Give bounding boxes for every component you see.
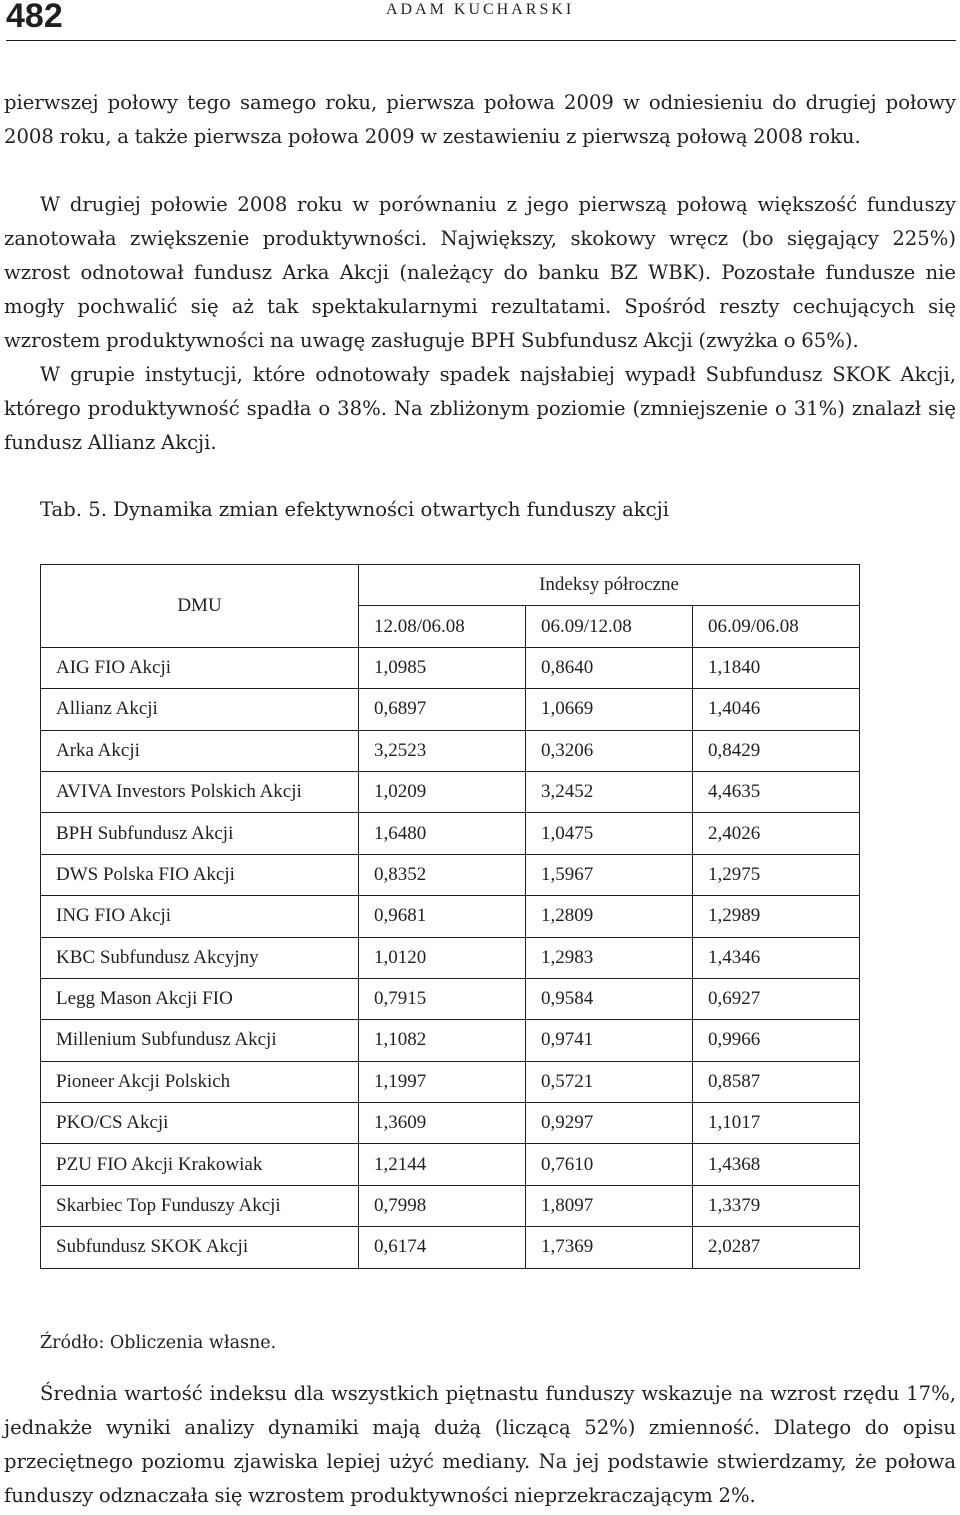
index-value-cell: 1,7369: [526, 1227, 693, 1268]
body-paragraph-2: W drugiej połowie 2008 roku w porównaniu z jego pierwszą połową większość funduszy zanotowała zwiększenie produktywności. Największy, skokowy wręcz (bo sięgający 225%) wzrost odnotował fundusz Arka Akcji (należący do banku BZ WBK). Pozostałe fundusze nie mogły pochwalić się aż tak spektakularnymi rezultatami. Spośród reszty cechujących się wzrostem produktywności na uwagę zasługuje BPH Subfundusz Akcji (zwyżka o 65%).: [4, 193, 956, 352]
index-value-cell: 1,6480: [359, 813, 526, 854]
table-caption: Tab. 5. Dynamika zmian efektywności otwartych funduszy akcji: [40, 498, 669, 521]
index-value-cell: 0,9966: [693, 1020, 860, 1061]
index-value-cell: 1,2983: [526, 937, 693, 978]
index-value-cell: 1,1017: [693, 1103, 860, 1144]
fund-name-cell: PKO/CS Akcji: [41, 1103, 359, 1144]
fund-name-cell: PZU FIO Akcji Krakowiak: [41, 1144, 359, 1185]
fund-name-cell: Arka Akcji: [41, 730, 359, 771]
table-row: [41, 689, 860, 730]
index-value-cell: 1,4368: [693, 1144, 860, 1185]
index-value-cell: 0,9297: [526, 1103, 693, 1144]
index-value-cell: 1,0669: [526, 689, 693, 730]
index-value-cell: 1,5967: [526, 854, 693, 895]
index-value-cell: 1,1082: [359, 1020, 526, 1061]
index-value-cell: 0,8640: [526, 647, 693, 688]
index-value-cell: 0,7998: [359, 1185, 526, 1226]
index-value-cell: 0,8429: [693, 730, 860, 771]
fund-name-cell: ING FIO Akcji: [41, 896, 359, 937]
fund-name-cell: AVIVA Investors Polskich Akcji: [41, 771, 359, 812]
dmu-header: DMU: [41, 565, 359, 648]
efficiency-dynamics-table: [40, 564, 860, 1269]
table-body: [41, 647, 860, 1268]
index-value-cell: 0,5721: [526, 1061, 693, 1102]
table-row: [41, 854, 860, 895]
table-row: [41, 1144, 860, 1185]
index-value-cell: 1,3379: [693, 1185, 860, 1226]
fund-name-cell: Legg Mason Akcji FIO: [41, 978, 359, 1019]
index-value-cell: 2,0287: [693, 1227, 860, 1268]
fund-name-cell: Skarbiec Top Funduszy Akcji: [41, 1185, 359, 1226]
index-value-cell: 4,4635: [693, 771, 860, 812]
running-head-author: ADAM KUCHARSKI: [386, 1, 575, 18]
column-header-3: 06.09/06.08: [693, 606, 860, 647]
index-value-cell: 0,8352: [359, 854, 526, 895]
index-value-cell: 1,4046: [693, 689, 860, 730]
table-row: [41, 896, 860, 937]
table-row: [41, 1103, 860, 1144]
index-value-cell: 1,4346: [693, 937, 860, 978]
fund-name-cell: Millenium Subfundusz Akcji: [41, 1020, 359, 1061]
index-value-cell: 1,8097: [526, 1185, 693, 1226]
table-row: [41, 937, 860, 978]
index-value-cell: 0,8587: [693, 1061, 860, 1102]
index-value-cell: 0,3206: [526, 730, 693, 771]
index-value-cell: 1,1840: [693, 647, 860, 688]
index-value-cell: 1,2975: [693, 854, 860, 895]
fund-name-cell: Pioneer Akcji Polskich: [41, 1061, 359, 1102]
index-value-cell: 3,2452: [526, 771, 693, 812]
table-row: [41, 1061, 860, 1102]
table-row: [41, 730, 860, 771]
table-row: [41, 1020, 860, 1061]
body-paragraph-3: W grupie instytucji, które odnotowały spadek najsłabiej wypadł Subfundusz SKOK Akcji, którego produktywność spadła o 38%. Na zbliżonym poziomie (zmniejszenie o 31%) znalazł się fundusz Allianz Akcji.: [4, 363, 956, 454]
body-paragraph-4: Średnia wartość indeksu dla wszystkich piętnastu funduszy wskazuje na wzrost rzędu 17%, jednakże wyniki analizy dynamiki mają dużą (liczącą 52%) zmienność. Dlatego do opisu przeciętnego poziomu zjawiska lepiej użyć mediany. Na jej podstawie stwierdzamy, że połowa funduszy odznaczała się wzrostem produktywności nieprzekraczającym 2%.: [4, 1382, 956, 1507]
index-value-cell: 1,0209: [359, 771, 526, 812]
body-paragraph-1: pierwszej połowy tego samego roku, pierwsza połowa 2009 w odniesieniu do drugiej połowy 2008 roku, a także pierwsza połowa 2009 w zestawieniu z pierwszą połową 2008 roku.: [4, 91, 956, 148]
index-value-cell: 1,2809: [526, 896, 693, 937]
table-row: [41, 771, 860, 812]
index-value-cell: 1,0475: [526, 813, 693, 854]
table-row: [41, 978, 860, 1019]
index-value-cell: 1,0120: [359, 937, 526, 978]
index-value-cell: 0,9681: [359, 896, 526, 937]
fund-name-cell: BPH Subfundusz Akcji: [41, 813, 359, 854]
fund-name-cell: Subfundusz SKOK Akcji: [41, 1227, 359, 1268]
index-value-cell: 2,4026: [693, 813, 860, 854]
group-header-semiannual-indices: Indeksy półroczne: [359, 565, 860, 606]
index-value-cell: 0,6897: [359, 689, 526, 730]
table-row: [41, 813, 860, 854]
index-value-cell: 1,2144: [359, 1144, 526, 1185]
page-number: 482: [6, 0, 63, 35]
index-value-cell: 1,1997: [359, 1061, 526, 1102]
fund-name-cell: Allianz Akcji: [41, 689, 359, 730]
page-header: [6, 0, 956, 41]
table-row: [41, 1227, 860, 1268]
fund-name-cell: AIG FIO Akcji: [41, 647, 359, 688]
table-header-row: [41, 565, 860, 606]
fund-name-cell: DWS Polska FIO Akcji: [41, 854, 359, 895]
index-value-cell: 1,2989: [693, 896, 860, 937]
index-value-cell: 0,7610: [526, 1144, 693, 1185]
index-value-cell: 0,9584: [526, 978, 693, 1019]
column-header-2: 06.09/12.08: [526, 606, 693, 647]
index-value-cell: 0,9741: [526, 1020, 693, 1061]
table-source-note: Źródło: Obliczenia własne.: [40, 1333, 277, 1353]
table-row: [41, 1185, 860, 1226]
fund-name-cell: KBC Subfundusz Akcyjny: [41, 937, 359, 978]
index-value-cell: 3,2523: [359, 730, 526, 771]
index-value-cell: 0,7915: [359, 978, 526, 1019]
index-value-cell: 0,6927: [693, 978, 860, 1019]
index-value-cell: 1,3609: [359, 1103, 526, 1144]
index-value-cell: 0,6174: [359, 1227, 526, 1268]
column-header-1: 12.08/06.08: [359, 606, 526, 647]
table-row: [41, 647, 860, 688]
index-value-cell: 1,0985: [359, 647, 526, 688]
